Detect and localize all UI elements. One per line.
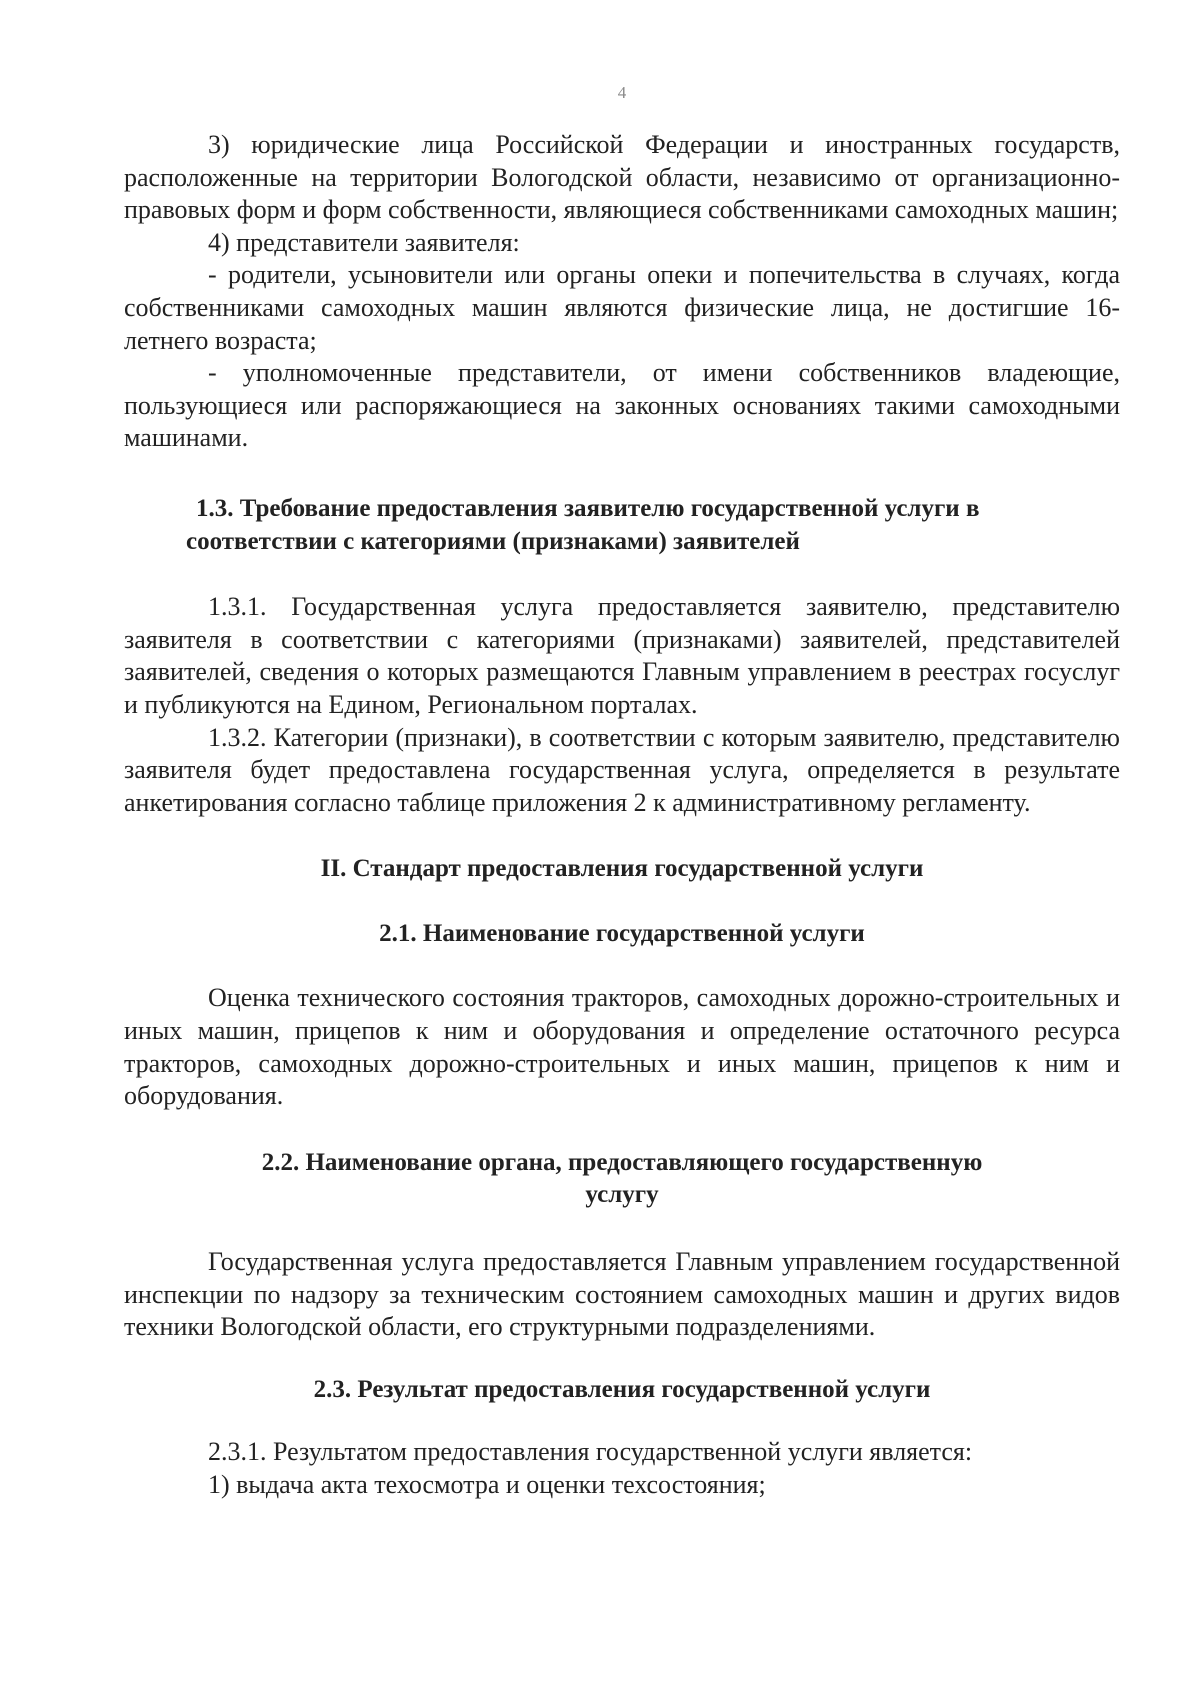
intro-block	[124, 129, 1120, 455]
section-2-3-heading: 2.3. Результат предоставления государственной услуги	[313, 1375, 931, 1403]
paragraph-2-3-1-item-1: 1) выдача акта техосмотра и оценки техсостояния;	[208, 1470, 766, 1499]
paragraph-1-3-1: 1.3.1. Государственная услуга предоставляется заявителю, представителю заявителя в соответствии с категориями (признаками) заявителей, представителей заявителей, сведения о которых размещаются Главным управлением в реестрах госуслуг и публикуются на Едином, Региональном порталах.	[124, 592, 1120, 719]
section-2-3-list	[124, 1436, 1120, 1501]
document-page	[124, 70, 1120, 1502]
paragraph-1-3-2: 1.3.2. Категории (признаки), в соответствии с которым заявителю, представителю заявителя будет предоставлена государственная услуга, определяется в результате анкетирования согласно таблице приложения 2 к административному регламенту.	[124, 722, 1120, 817]
paragraph-representatives: 4) представители заявителя:	[208, 227, 520, 257]
section-II-heading: II. Стандарт предоставления государственной услуги	[320, 855, 924, 883]
page-number: 4	[617, 83, 627, 102]
section-1-3-heading-line2: соответствии с категориями (признаками) заявителей	[186, 527, 800, 555]
section-2-1-heading: 2.1. Наименование государственной услуги	[379, 919, 865, 947]
paragraph-parents: - родители, усыновители или органы опеки и попечительства в случаях, когда собственниками самоходных машин являются физические лица, не достигшие 16-летнего возраста;	[124, 260, 1120, 355]
paragraph-2-2-authority: Государственная услуга предоставляется Главным управлением государственной инспекции по надзору за техническим состоянием самоходных машин и других видов техники Вологодской области, его структурными подразделениями.	[124, 1247, 1120, 1342]
section-2-2-heading-line1: 2.2. Наименование органа, предоставляющего государственную	[261, 1148, 983, 1176]
section-1-3-heading-line1: 1.3. Требование предоставления заявителю государственной услуги в	[196, 494, 980, 522]
section-2-2-heading	[124, 1147, 1120, 1212]
paragraph-authorized-representatives: - уполномоченные представители, от имени собственников владеющие, пользующиеся или распоряжающиеся на законных основаниях такими самоходными машинами.	[124, 358, 1120, 453]
section-2-2-heading-line2: услугу	[585, 1181, 659, 1209]
paragraph-2-3-1: 2.3.1. Результатом предоставления государственной услуги является:	[208, 1437, 973, 1467]
paragraph-legal-entities: 3) юридические лица Российской Федерации и иностранных государств, расположенные на территории Вологодской области, независимо от организационно-правовых форм и форм собственности, являющиеся собственниками самоходных машин;	[124, 130, 1120, 225]
paragraph-2-1-service-name: Оценка технического состояния тракторов, самоходных дорожно-строительных и иных машин, прицепов к ним и оборудования и определение остаточного ресурса тракторов, самоходных дорожно-строительных и иных машин, прицепов к ним и оборудования.	[124, 983, 1120, 1111]
section-1-3-heading	[124, 493, 1120, 558]
